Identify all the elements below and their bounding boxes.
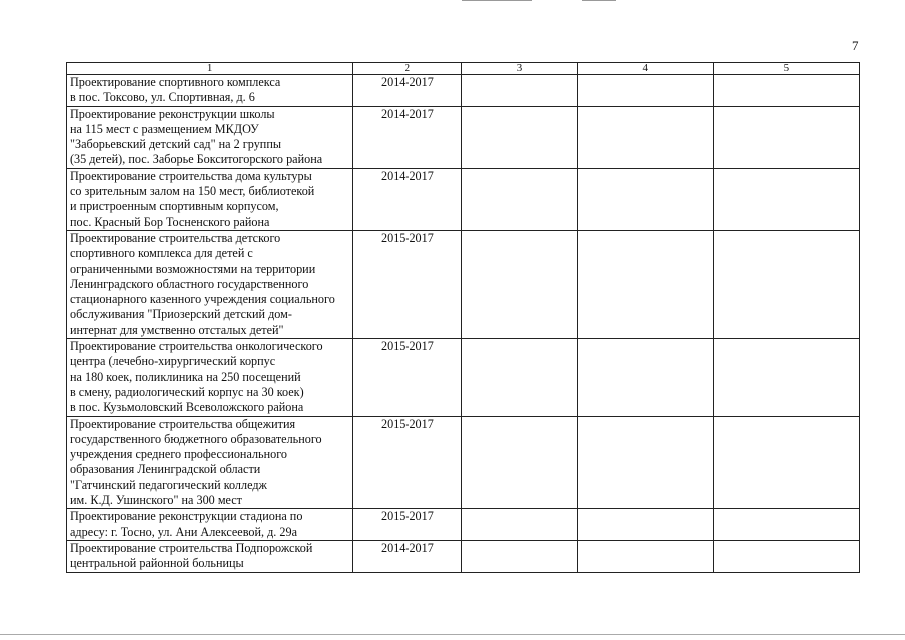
project-period: 2015-2017 bbox=[353, 230, 462, 338]
empty-cell bbox=[577, 416, 713, 509]
column-header: 5 bbox=[713, 63, 859, 75]
project-period: 2015-2017 bbox=[353, 509, 462, 541]
table-row bbox=[67, 416, 860, 509]
empty-cell bbox=[577, 75, 713, 107]
table-row bbox=[67, 540, 860, 572]
project-period: 2015-2017 bbox=[353, 416, 462, 509]
project-period: 2014-2017 bbox=[353, 75, 462, 107]
project-period: 2014-2017 bbox=[353, 106, 462, 168]
table-row bbox=[67, 75, 860, 107]
empty-cell bbox=[713, 75, 859, 107]
empty-cell bbox=[462, 75, 577, 107]
table-row bbox=[67, 230, 860, 338]
project-name: Проектирование спортивного комплекса в пос. Токсово, ул. Спортивная, д. 6 bbox=[67, 75, 353, 107]
empty-cell bbox=[462, 230, 577, 338]
table-row bbox=[67, 168, 860, 230]
project-name: Проектирование строительства детского спортивного комплекса для детей с ограниченными возможностями на территории Ленинградского областного государственного стационарного казенного учреждения социального обслуживания "Приозерский детский дом- интернат для умственно отсталых детей" bbox=[67, 230, 353, 338]
empty-cell bbox=[713, 339, 859, 416]
table-row bbox=[67, 509, 860, 541]
empty-cell bbox=[577, 230, 713, 338]
project-name: Проектирование реконструкции стадиона по адресу: г. Тосно, ул. Ани Алексеевой, д. 29а bbox=[67, 509, 353, 541]
column-header: 3 bbox=[462, 63, 577, 75]
empty-cell bbox=[577, 540, 713, 572]
table-row bbox=[67, 339, 860, 416]
empty-cell bbox=[462, 416, 577, 509]
empty-cell bbox=[713, 416, 859, 509]
table-row bbox=[67, 106, 860, 168]
empty-cell bbox=[462, 168, 577, 230]
empty-cell bbox=[713, 230, 859, 338]
table-header-row bbox=[67, 63, 860, 75]
scan-edge-bottom bbox=[0, 634, 905, 635]
empty-cell bbox=[462, 339, 577, 416]
project-period: 2014-2017 bbox=[353, 540, 462, 572]
empty-cell bbox=[577, 106, 713, 168]
project-name: Проектирование строительства общежития государственного бюджетного образовательного учреждения среднего профессионального образования Ленинградской области "Гатчинский педагогический колледж им. К.Д. Ушинского" на 300 мест bbox=[67, 416, 353, 509]
scan-mark-top-right bbox=[582, 0, 616, 1]
project-name: Проектирование строительства онкологического центра (лечебно-хирургический корпус на 180 коек, поликлиника на 250 посещений в смену, радиологический корпус на 30 коек) в пос. Кузьмоловский Всеволожского района bbox=[67, 339, 353, 416]
empty-cell bbox=[577, 509, 713, 541]
project-period: 2015-2017 bbox=[353, 339, 462, 416]
empty-cell bbox=[713, 509, 859, 541]
empty-cell bbox=[713, 168, 859, 230]
empty-cell bbox=[462, 540, 577, 572]
empty-cell bbox=[713, 106, 859, 168]
project-period: 2014-2017 bbox=[353, 168, 462, 230]
empty-cell bbox=[713, 540, 859, 572]
project-name: Проектирование строительства Подпорожской центральной районной больницы bbox=[67, 540, 353, 572]
projects-table bbox=[66, 62, 860, 573]
scan-mark-top-left bbox=[462, 0, 532, 1]
column-header: 1 bbox=[67, 63, 353, 75]
project-name: Проектирование строительства дома культуры со зрительным залом на 150 мест, библиотекой и пристроенным спортивным корпусом, пос. Красный Бор Тосненского района bbox=[67, 168, 353, 230]
empty-cell bbox=[577, 339, 713, 416]
empty-cell bbox=[577, 168, 713, 230]
column-header: 4 bbox=[577, 63, 713, 75]
page-number: 7 bbox=[852, 38, 859, 53]
project-name: Проектирование реконструкции школы на 115 мест с размещением МКДОУ "Заборьевский детский сад" на 2 группы (35 детей), пос. Заборье Бокситогорского района bbox=[67, 106, 353, 168]
empty-cell bbox=[462, 106, 577, 168]
empty-cell bbox=[462, 509, 577, 541]
column-header: 2 bbox=[353, 63, 462, 75]
